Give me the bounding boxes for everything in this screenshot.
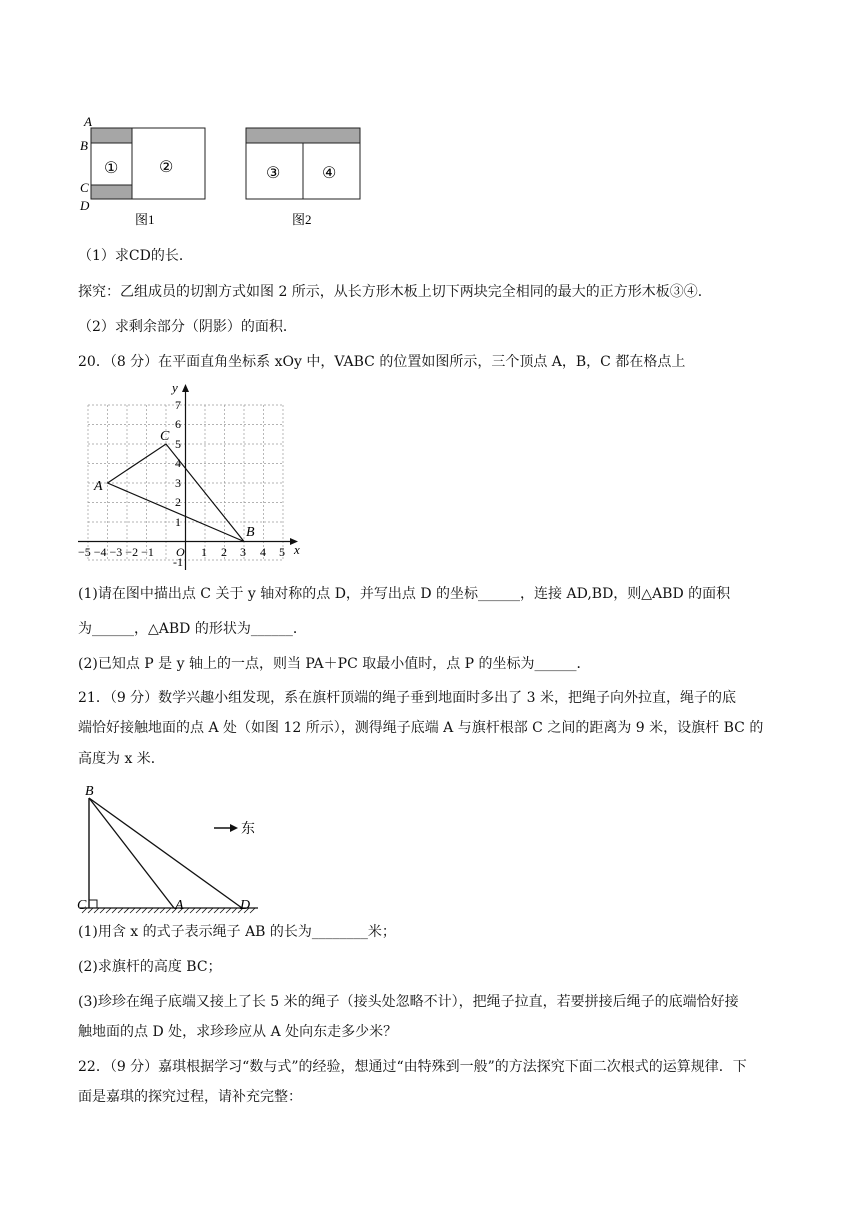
q19-explore: 探究：乙组成员的切割方式如图 2 所示，从长方形木板上切下两块完全相同的最大的正方形木板③④． xyxy=(78,284,712,300)
q19-part1: （1）求CD的长． xyxy=(78,248,193,264)
east-arrow-icon xyxy=(230,824,238,832)
east-label: 东 xyxy=(241,822,255,837)
q20-sub1-line2: 为______，△ABD 的形状为______． xyxy=(78,621,307,637)
y-axis-label: y xyxy=(172,380,178,395)
x-tick-1: 1 xyxy=(201,545,207,559)
coordinate-grid-figure xyxy=(74,380,310,570)
y-tick-7: 7 xyxy=(175,398,181,412)
right-angle-mark xyxy=(89,900,97,908)
y-tick-2: 2 xyxy=(175,495,181,509)
y-tick-1: 1 xyxy=(175,515,181,529)
q21-stem-line1: 21．（9 分）数学兴趣小组发现，系在旗杆顶端的绳子垂到地面时多出了 3 米，把绳子向外拉直，绳子的底 xyxy=(78,690,736,706)
fig1-label-c: C xyxy=(80,180,89,195)
y-tick-3: 3 xyxy=(175,476,181,490)
fig2-caption: 图2 xyxy=(292,212,312,227)
q20-stem: 20．（8 分）在平面直角坐标系 xOy 中，VABC 的位置如图所示，三个顶点 A，B，C 都在格点上 xyxy=(78,354,686,370)
fig2-shade-top xyxy=(246,128,360,143)
point-c-label: C xyxy=(160,429,170,444)
y-tick-labels xyxy=(173,398,183,569)
y-tick-neg1: -1 xyxy=(173,555,183,569)
x-tick-4: 4 xyxy=(260,545,266,559)
q20-sub1-line1: (1)请在图中描出点 C 关于 y 轴对称的点 D，并写出点 D 的坐标______，连接 AD,BD，则△ABD 的面积 xyxy=(78,586,731,602)
point-a-label: A xyxy=(175,898,184,913)
q22-line2: 面是嘉琪的探究过程，请补充完整： xyxy=(78,1089,302,1105)
q21-sub2: (2)求旗杆的高度 BC； xyxy=(78,959,222,975)
fig1-shade-bottom xyxy=(91,185,132,199)
point-a-label: A xyxy=(94,479,103,494)
x-tick-pos-labels xyxy=(201,545,285,559)
x-tick-2: 2 xyxy=(221,545,227,559)
fig1-label-d: D xyxy=(80,198,90,213)
fig1-square-1: ① xyxy=(104,160,119,177)
q21-sub3-line1: (3)珍珍在绳子底端又接上了长 5 米的绳子（接头处忽略不计），把绳子拉直，若要拼接后绳子的底端恰好接 xyxy=(78,994,739,1010)
point-d-label: D xyxy=(240,898,251,913)
ground-hatching xyxy=(82,908,255,913)
y-tick-6: 6 xyxy=(175,417,181,431)
q21-stem-line2: 端恰好接触地面的点 A 处（如图 12 所示），测得绳子底端 A 与旗杆根部 C 之间的距离为 9 米，设旗杆 BC 的 xyxy=(78,720,764,736)
point-b-label: B xyxy=(246,525,255,540)
q21-stem-line3: 高度为 x 米． xyxy=(78,751,165,767)
point-b-label: B xyxy=(85,784,94,799)
x-axis-label: x xyxy=(294,542,300,557)
origin-label: O xyxy=(176,545,185,559)
rope-bd xyxy=(89,798,242,908)
q21-sub1: (1)用含 x 的式子表示绳子 AB 的长为________米； xyxy=(78,924,396,940)
x-tick-3: 3 xyxy=(240,545,246,559)
x-tick-neg-labels: −5 −4 −3 −2 −1 xyxy=(78,545,154,559)
y-axis-arrow xyxy=(182,384,189,392)
figure-1-2 xyxy=(70,110,380,235)
fig2-square-4: ④ xyxy=(322,165,337,182)
q20-sub2: (2)已知点 P 是 y 轴上的一点，则当 PA＋PC 取最小值时，点 P 的坐标为______． xyxy=(78,656,591,672)
x-tick-5: 5 xyxy=(279,545,285,559)
fig1-label-b: B xyxy=(80,138,88,153)
q19-part2: （2）求剩余部分（阴影）的面积． xyxy=(78,319,297,335)
fig1-caption: 图1 xyxy=(135,212,155,227)
q22-line1: 22．（9 分）嘉琪根据学习“数与式”的经验，想通过“由特殊到一般”的方法探究下面二次根式的运算规律．下 xyxy=(78,1059,747,1075)
fig1-label-a: A xyxy=(84,114,92,129)
flagpole-figure xyxy=(74,778,274,918)
fig1-rect-2: ② xyxy=(159,159,174,176)
y-tick-4: 4 xyxy=(175,456,181,470)
y-tick-5: 5 xyxy=(175,437,181,451)
point-c-label: C xyxy=(77,898,87,913)
fig1-shade-top xyxy=(91,128,132,143)
rope-ba xyxy=(89,798,174,908)
fig2-square-3: ③ xyxy=(266,165,281,182)
q21-sub3-line2: 触地面的点 D 处，求珍珍应从 A 处向东走多少米？ xyxy=(78,1024,398,1040)
